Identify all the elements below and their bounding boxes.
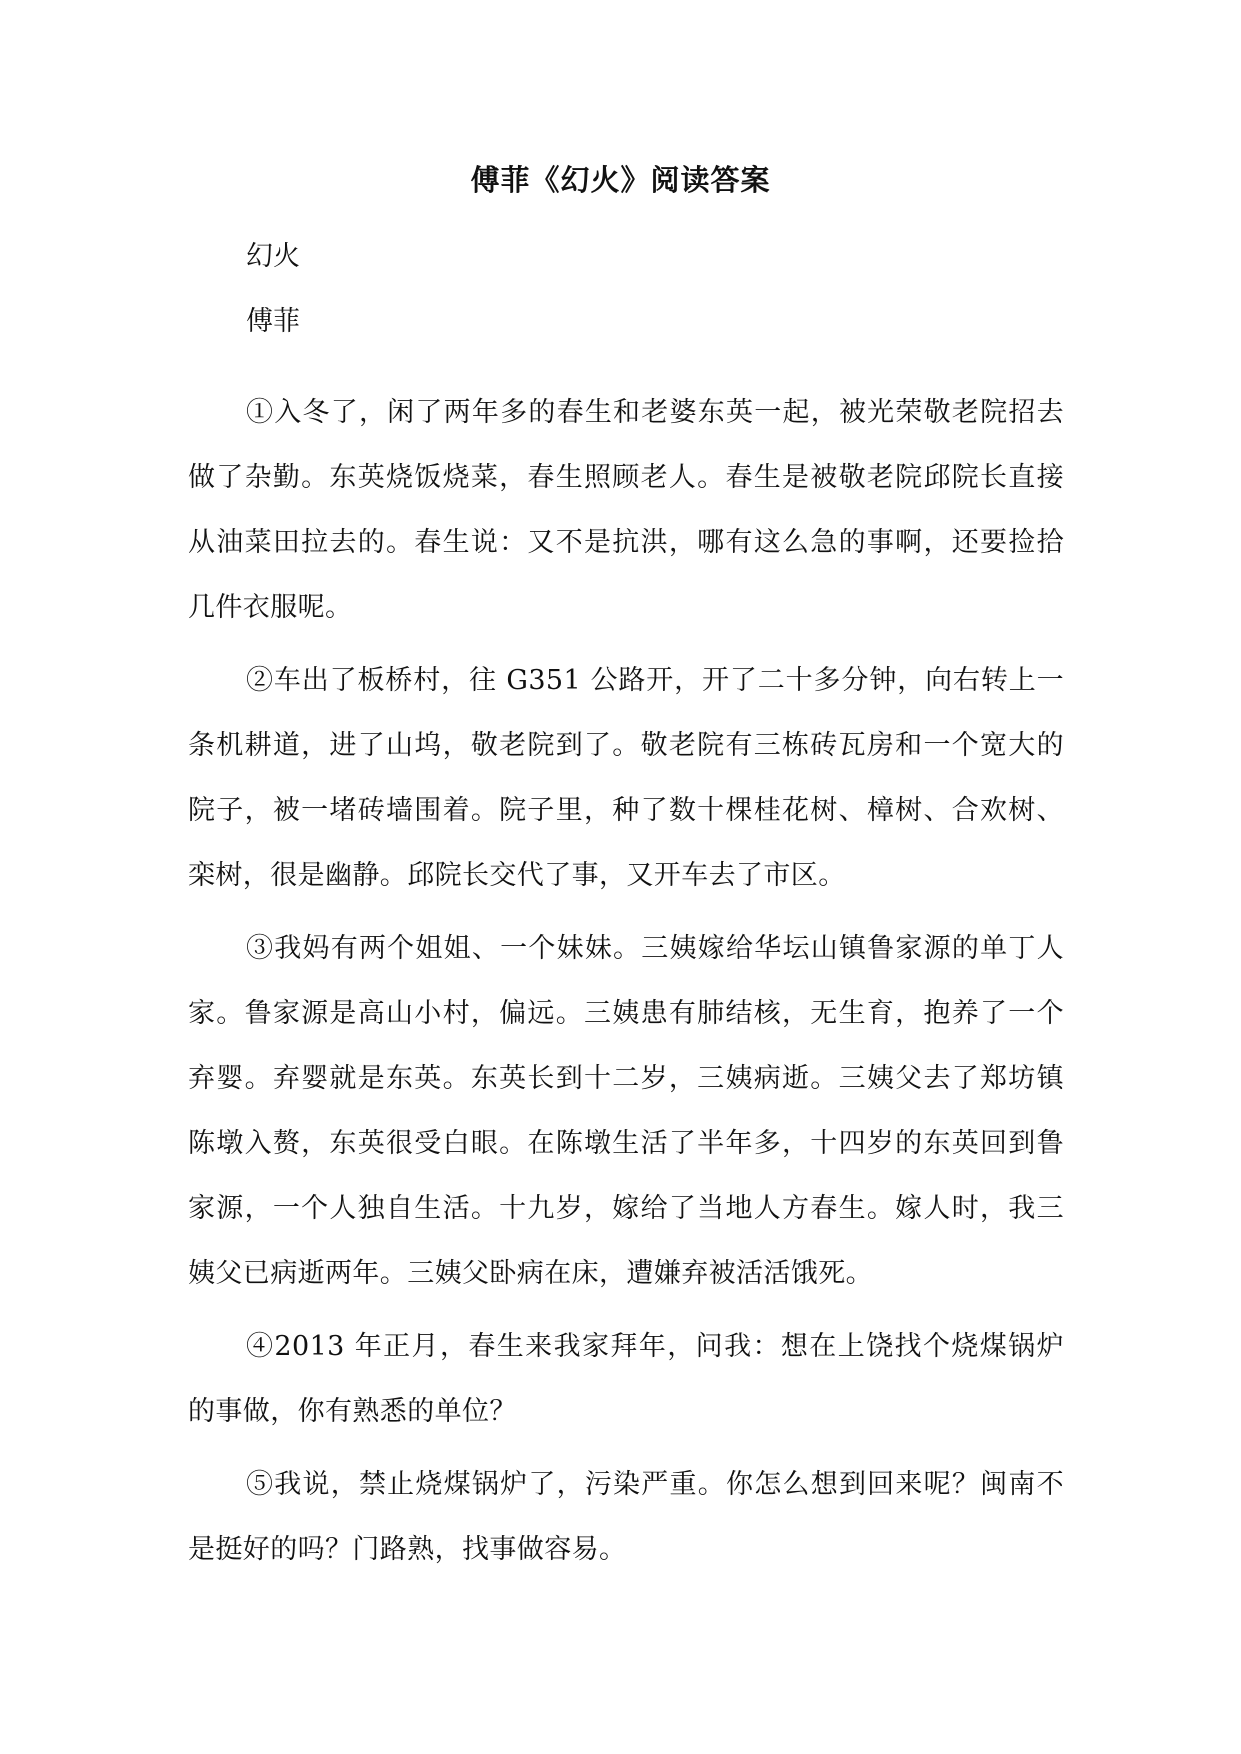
article-author: 傅菲: [246, 306, 300, 337]
paragraph-3: ③我妈有两个姐姐、一个妹妹。三姨嫁给华坛山镇鲁家源的单丁人家。鲁家源是高山小村，偏远。三姨患有肺结核，无生育，抱养了一个弃婴。弃婴就是东英。东英长到十二岁，三姨病逝。三姨父去了郑坊镇陈墩入赘，东英很受白眼。在陈墩生活了半年多，十四岁的东英回到鲁家源，一个人独自生活。十九岁，嫁给了当地人方春生。嫁人时，我三姨父已病逝两年。三姨父卧病在床，遭嫌弃被活活饿死。: [188, 933, 1064, 1289]
document-title: 傅菲《幻火》阅读答案: [470, 163, 771, 197]
paragraph-4: ④2013 年正月，春生来我家拜年，问我：想在上饶找个烧煤锅炉的事做，你有熟悉的单位？: [188, 1331, 1064, 1427]
paragraph-2: ②车出了板桥村，往 G351 公路开，开了二十多分钟，向右转上一条机耕道，进了山坞，敬老院到了。敬老院有三栋砖瓦房和一个宽大的院子，被一堵砖墙围着。院子里，种了数十棵桂花树、樟树、合欢树、栾树，很是幽静。邱院长交代了事，又开车去了市区。: [188, 665, 1064, 891]
paragraph-5: ⑤我说，禁止烧煤锅炉了，污染严重。你怎么想到回来呢？闽南不是挺好的吗？门路熟，找事做容易。: [188, 1469, 1064, 1565]
article-body: [188, 380, 1064, 1590]
article-title: 幻火: [246, 241, 300, 272]
paragraph-1: ①入冬了，闲了两年多的春生和老婆东英一起，被光荣敬老院招去做了杂勤。东英烧饭烧菜，春生照顾老人。春生是被敬老院邱院长直接从油菜田拉去的。春生说：又不是抗洪，哪有这么急的事啊，还要捡拾几件衣服呢。: [188, 397, 1064, 623]
